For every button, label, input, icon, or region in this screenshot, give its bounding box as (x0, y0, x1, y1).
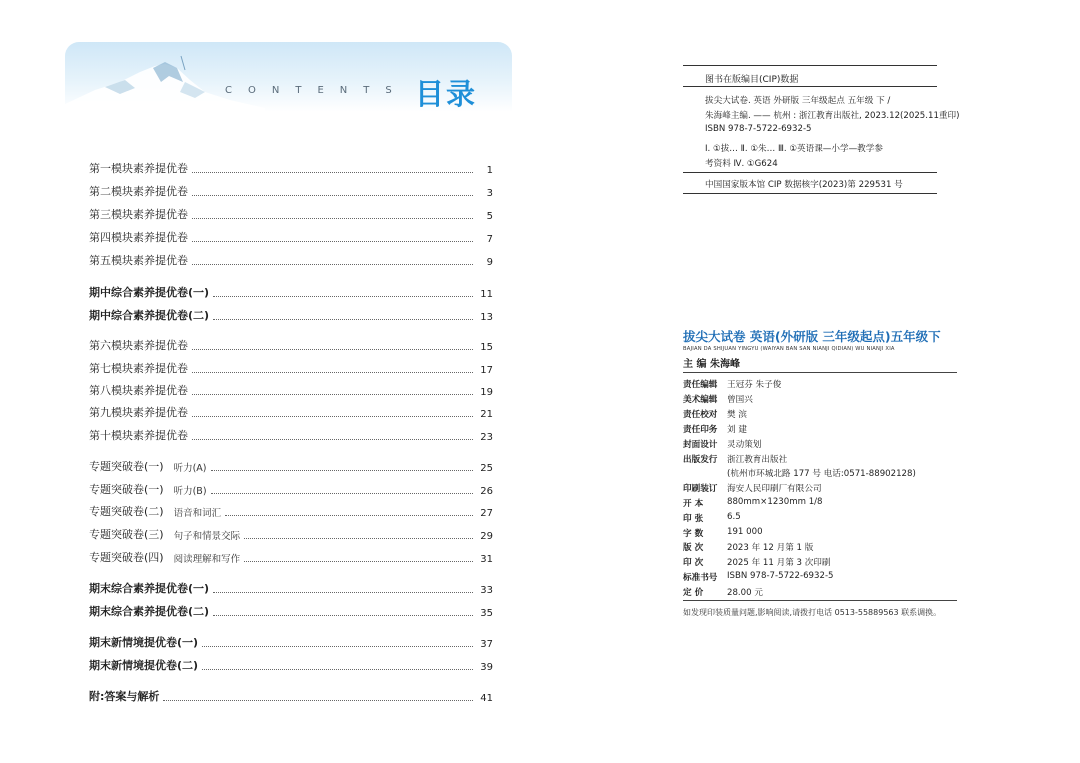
imprint-row (683, 378, 781, 392)
imprint-value: 6.5 (727, 512, 741, 522)
imprint-row (683, 438, 761, 452)
toc-entry-label: 专题突破卷(一) (89, 460, 164, 473)
toc-entry-subtitle: 语音和词汇 (173, 508, 222, 519)
imprint-row (683, 497, 823, 511)
toc-entry-label: 第四模块素养提优卷 (89, 231, 188, 244)
cip-line: 考资料 Ⅳ. ①G624 (705, 159, 778, 169)
cip-top-rule (683, 65, 937, 66)
toc-leader-dots (192, 194, 473, 196)
toc-entry (89, 458, 493, 474)
imprint-key: 开 本 (683, 499, 704, 509)
toc-leader-dots (211, 469, 473, 471)
toc-page-number: 5 (486, 211, 493, 222)
page-title: 目录 (415, 77, 478, 111)
cip-mid-rule (683, 172, 937, 173)
toc-entry (89, 634, 493, 650)
toc-entry (89, 382, 493, 398)
toc-entry-label: 第三模块素养提优卷 (89, 208, 188, 221)
toc-page-number: 19 (480, 387, 493, 398)
snow-mountain-icon (65, 42, 265, 112)
imprint-value: 刘 建 (727, 425, 747, 435)
toc-entry (89, 603, 493, 619)
toc-leader-dots (211, 492, 473, 494)
imprint-row (683, 586, 763, 600)
toc-entry (89, 503, 493, 519)
toc-leader-dots (192, 348, 473, 350)
toc-entry (89, 183, 493, 199)
toc-entry (89, 160, 493, 176)
toc-page-number: 29 (480, 531, 493, 542)
toc-entry (89, 284, 493, 300)
toc-entry (89, 337, 493, 353)
toc-leader-dots (213, 295, 473, 297)
imprint-row (683, 423, 747, 437)
toc-leader-dots (225, 514, 473, 516)
imprint-row (683, 482, 822, 496)
toc-entry-label: 第九模块素养提优卷 (89, 406, 188, 419)
toc-page-number: 7 (486, 234, 493, 245)
toc-entry (89, 549, 493, 565)
toc-leader-dots (163, 699, 473, 701)
toc-page-number: 33 (480, 585, 493, 596)
cip-heading-rule (683, 86, 937, 87)
toc-entry-label: 期末新情境提优卷(二) (89, 659, 199, 672)
imprint-key: 标准书号 (683, 573, 718, 583)
toc-page-number: 26 (480, 486, 493, 497)
toc-page-number: 31 (480, 554, 493, 565)
toc-entry (89, 252, 493, 268)
imprint-row (683, 512, 741, 526)
contents-word: CONTENTS (225, 85, 408, 96)
toc-leader-dots (213, 591, 473, 593)
imprint-row (683, 467, 916, 481)
toc-leader-dots (192, 393, 473, 395)
imprint-key: 版 次 (683, 543, 704, 553)
imprint-value: 2025 年 11 月第 3 次印刷 (727, 558, 831, 568)
toc-entry-label: 第一模块素养提优卷 (89, 162, 188, 175)
toc-entry (89, 229, 493, 245)
toc-leader-dots (213, 614, 473, 616)
toc-entry (89, 307, 493, 323)
toc-leader-dots (192, 438, 473, 440)
imprint-value: ISBN 978-7-5722-6932-5 (727, 571, 834, 581)
toc-page-number: 27 (480, 508, 493, 519)
toc-leader-dots (192, 217, 473, 219)
imprint-row (683, 556, 831, 570)
toc-leader-dots (244, 560, 473, 562)
toc-leader-dots (202, 668, 473, 670)
toc-entry-subtitle: 听力(B) (173, 486, 207, 497)
imprint-key: 责任编辑 (683, 380, 718, 390)
toc-entry-label: 专题突破卷(二) (89, 505, 164, 518)
toc-leader-dots (192, 171, 473, 173)
toc-leader-dots (244, 537, 473, 539)
book-editor: 主 编 朱海峰 (683, 359, 740, 370)
cip-line: 拔尖大试卷. 英语 外研版 三年级起点 五年级 下 / (705, 96, 891, 106)
toc-page-number: 35 (480, 608, 493, 619)
toc-leader-dots (192, 263, 473, 265)
toc-entry-label: 期末综合素养提优卷(二) (89, 605, 210, 618)
toc-page-number: 3 (486, 188, 493, 199)
toc-entry (89, 427, 493, 443)
cip-line: 朱海峰主编. —— 杭州 : 浙江教育出版社, 2023.12(2025.11重印) (705, 111, 960, 121)
toc-page-number: 23 (480, 432, 493, 443)
toc-page-number: 9 (486, 257, 493, 268)
toc-entry (89, 657, 493, 673)
imprint-key: 字 数 (683, 529, 704, 539)
toc-entry-subtitle: 听力(A) (173, 463, 207, 474)
toc-entry-subtitle: 阅读理解和写作 (173, 554, 241, 565)
toc-leader-dots (213, 318, 473, 320)
toc-entry-label: 附:答案与解析 (89, 690, 160, 703)
imprint-key: 出版发行 (683, 455, 718, 465)
toc-entry-label: 期中综合素养提优卷(二) (89, 309, 210, 322)
book-title: 拔尖大试卷 英语(外研版 三年级起点)五年级下 (683, 329, 941, 344)
toc-entry-label: 第六模块素养提优卷 (89, 339, 188, 352)
toc-entry (89, 404, 493, 420)
imprint-value: 海安人民印刷厂有限公司 (727, 484, 822, 494)
toc-entry-label: 专题突破卷(三) (89, 528, 164, 541)
imprint-value: 樊 滨 (727, 410, 747, 420)
toc-leader-dots (192, 240, 473, 242)
toc-entry-label: 期末综合素养提优卷(一) (89, 582, 210, 595)
imprint-value: 191 000 (727, 527, 763, 537)
toc-entry-label: 第七模块素养提优卷 (89, 362, 188, 375)
toc-entry-subtitle: 句子和情景交际 (173, 531, 241, 542)
imprint-key: 定 价 (683, 588, 704, 598)
toc-page-number: 15 (480, 342, 493, 353)
toc-entry-label: 第十模块素养提优卷 (89, 429, 188, 442)
toc-page-number: 37 (480, 639, 493, 650)
toc-entry (89, 526, 493, 542)
book-pinyin: BAJIAN DA SHIJUAN YINGYU (WAIYAN BAN SAN NIANJI QIDIAN) WU NIANJI XIA (683, 346, 895, 352)
imprint-key: 封面设计 (683, 440, 718, 450)
toc-leader-dots (192, 415, 473, 417)
toc-leader-dots (192, 371, 473, 373)
imprint-key: 责任校对 (683, 410, 718, 420)
toc-entry-label: 期末新情境提优卷(一) (89, 636, 199, 649)
toc-entry (89, 688, 493, 704)
imprint-value: 灵动策划 (727, 440, 762, 450)
imprint-key: 印 次 (683, 558, 704, 568)
toc-page-number: 13 (480, 312, 493, 323)
imprint-value: 880mm×1230mm 1/8 (727, 497, 823, 507)
toc-leader-dots (202, 645, 473, 647)
imprint-key: 印 张 (683, 514, 704, 524)
toc-entry-label: 第二模块素养提优卷 (89, 185, 188, 198)
toc-page-number: 17 (480, 365, 493, 376)
toc-entry (89, 481, 493, 497)
toc-page-number: 25 (480, 463, 493, 474)
imprint-row (683, 541, 813, 555)
imprint-value: 曾国兴 (727, 395, 753, 405)
toc-entry-label: 专题突破卷(四) (89, 551, 164, 564)
toc-page-number: 1 (486, 165, 493, 176)
toc-entry (89, 206, 493, 222)
cip-line: 中国国家版本馆 CIP 数据核字(2023)第 229531 号 (705, 180, 903, 190)
quality-notice: 如发现印装质量问题,影响阅读,请拨打电话 0513-55889563 联系调换。 (683, 608, 942, 617)
toc-entry-label: 专题突破卷(一) (89, 483, 164, 496)
toc-page-number: 41 (480, 693, 493, 704)
cip-line: Ⅰ. ①拔… Ⅱ. ①朱… Ⅲ. ①英语课—小学—教学参 (705, 144, 883, 154)
toc-entry-label: 第八模块素养提优卷 (89, 384, 188, 397)
imprint-key (683, 467, 727, 481)
editor-rule (683, 372, 957, 373)
imprint-row (683, 571, 834, 585)
imprint-key: 美术编辑 (683, 395, 718, 405)
toc-entry-label: 期中综合素养提优卷(一) (89, 286, 210, 299)
imprint-value: 王冠芬 朱子俊 (727, 380, 782, 390)
imprint-value: 28.00 元 (727, 588, 763, 598)
imprint-row (683, 453, 787, 467)
imprint-key: 责任印务 (683, 425, 718, 435)
cip-bottom-rule (683, 193, 937, 194)
imprint-rule (683, 600, 957, 601)
toc-entry-label: 第五模块素养提优卷 (89, 254, 188, 267)
imprint-value: (杭州市环城北路 177 号 电话:0571-88902128) (727, 469, 916, 479)
imprint-row (683, 408, 747, 422)
toc-page-number: 21 (480, 409, 493, 420)
toc-entry (89, 580, 493, 596)
cip-line: ISBN 978-7-5722-6932-5 (705, 124, 812, 134)
imprint-value: 浙江教育出版社 (727, 455, 788, 465)
toc-entry (89, 360, 493, 376)
imprint-row (683, 393, 753, 407)
imprint-value: 2023 年 12 月第 1 版 (727, 543, 814, 553)
toc-page-number: 11 (480, 289, 493, 300)
imprint-key: 印刷装订 (683, 484, 718, 494)
imprint-row (683, 527, 763, 541)
toc-page-number: 39 (480, 662, 493, 673)
cip-heading: 图书在版编目(CIP)数据 (705, 75, 799, 85)
